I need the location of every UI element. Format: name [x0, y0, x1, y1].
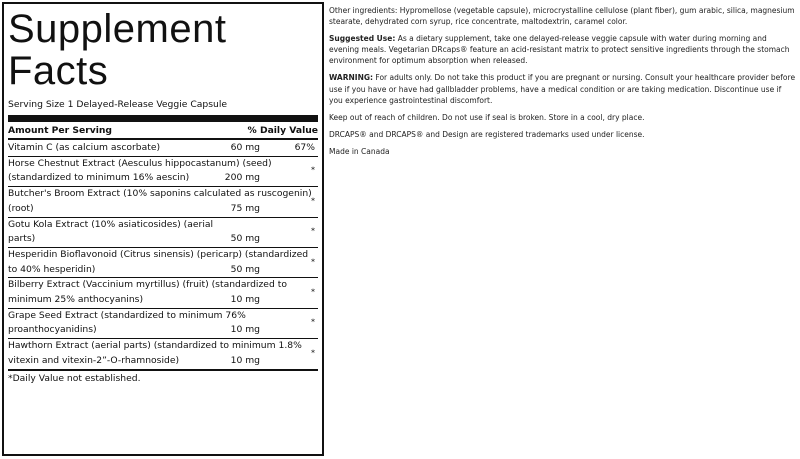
ingredient-dv: *	[311, 318, 315, 328]
warning-label: WARNING:	[329, 73, 374, 83]
ingredient-row	[8, 187, 318, 217]
warning	[329, 72, 797, 105]
ingredient-amount: 50 mg	[230, 233, 260, 245]
ingredient-dv: *	[311, 287, 315, 297]
header-amount: Amount Per Serving	[8, 125, 112, 136]
ingredient-name: Grape Seed Extract (standardized to minimum 76% proanthocyanidins)	[8, 309, 246, 336]
facts-title-line2: Facts	[8, 49, 109, 93]
trademark-notice: DRCAPS® and DRCAPS® and Design are registered trademarks used under license.	[329, 129, 645, 139]
ingredient-dv: *	[311, 348, 315, 358]
ingredient-dv: *	[311, 257, 315, 267]
ingredient-name: Butcher's Broom Extract (10% saponins calculated as ruscogenin) (root)	[8, 188, 312, 214]
ingredient-row	[8, 309, 318, 339]
ingredient-row	[8, 339, 318, 370]
suggested-use-text: As a dietary supplement, take one delayed-release veggie capsule with water during morning and evening meals. Vegetarian DRcaps® feature an acid-resistant matrix to protect sensitive ingredients through the stomach environment for optimum absorption when released.	[329, 34, 790, 66]
header-daily-value: % Daily Value	[247, 125, 318, 136]
ingredient-row	[8, 140, 318, 157]
ingredient-row	[8, 248, 318, 278]
ingredient-name: Hawthorn Extract (aerial parts) (standardized to minimum 1.8% vitexin and vitexin-2”-O-rhamnoside)	[8, 340, 302, 366]
ingredient-dv: *	[311, 166, 315, 176]
ingredient-amount: 10 mg	[230, 324, 260, 336]
ingredient-amount: 50 mg	[230, 263, 260, 275]
ingredient-row	[8, 278, 318, 308]
facts-title	[8, 8, 318, 92]
serving-size: Serving Size 1 Delayed-Release Veggie Capsule	[8, 99, 318, 122]
facts-header-row	[8, 122, 318, 140]
ingredient-row	[8, 218, 318, 248]
ingredient-amount: 60 mg	[230, 142, 260, 153]
warning-text: For adults only. Do not take this product if you are pregnant or nursing. Consult your healthcare provider before use if you have or have had gallbladder problems, have a medical condition or are taking medication. Discontinue use if you experience gastrointestinal discomfort.	[329, 73, 796, 105]
ingredient-amount: 200 mg	[224, 172, 260, 184]
ingredient-name: Gotu Kola Extract (10% asiaticosides) (aerial parts)	[8, 218, 214, 245]
ingredient-name: Hesperidin Bioflavonoid (Citrus sinensis) (pericarp) (standardized to 40% hesperidin)	[8, 248, 309, 275]
ingredient-dv: *	[311, 196, 315, 206]
ingredient-amount: 10 mg	[230, 294, 260, 306]
ingredient-name: Bilberry Extract (Vaccinium myrtillus) (fruit) (standardized to minimum 25% anthocyanins)	[8, 279, 287, 306]
ingredient-dv: 67%	[294, 142, 315, 153]
facts-footnote: *Daily Value not established.	[8, 372, 141, 384]
supplement-facts-panel	[2, 2, 324, 456]
facts-title-line1: Supplement	[8, 7, 227, 51]
storage-instructions: Keep out of reach of children. Do not use if seal is broken. Store in a cool, dry place.	[329, 112, 645, 122]
country-of-origin: Made in Canada	[329, 146, 390, 156]
ingredient-row	[8, 157, 318, 187]
ingredient-amount: 75 mg	[230, 202, 260, 214]
suggested-use	[329, 33, 797, 66]
product-info-text	[329, 5, 797, 163]
ingredient-name: Horse Chestnut Extract (Aesculus hippocastanum) (seed) (standardized to minimum 16% aescin)	[8, 157, 272, 184]
ingredient-dv: *	[311, 226, 315, 236]
ingredient-amount: 10 mg	[230, 354, 260, 366]
suggested-use-label: Suggested Use:	[329, 34, 396, 44]
ingredient-name: Vitamin C (as calcium ascorbate)	[8, 142, 161, 153]
other-ingredients: Other ingredients: Hypromellose (vegetable capsule), microcrystalline cellulose (plant fiber), gum arabic, silica, magnesium stearate, dehydrated corn syrup, rice concentrate, maltodextrin, caramel color.	[329, 6, 795, 27]
